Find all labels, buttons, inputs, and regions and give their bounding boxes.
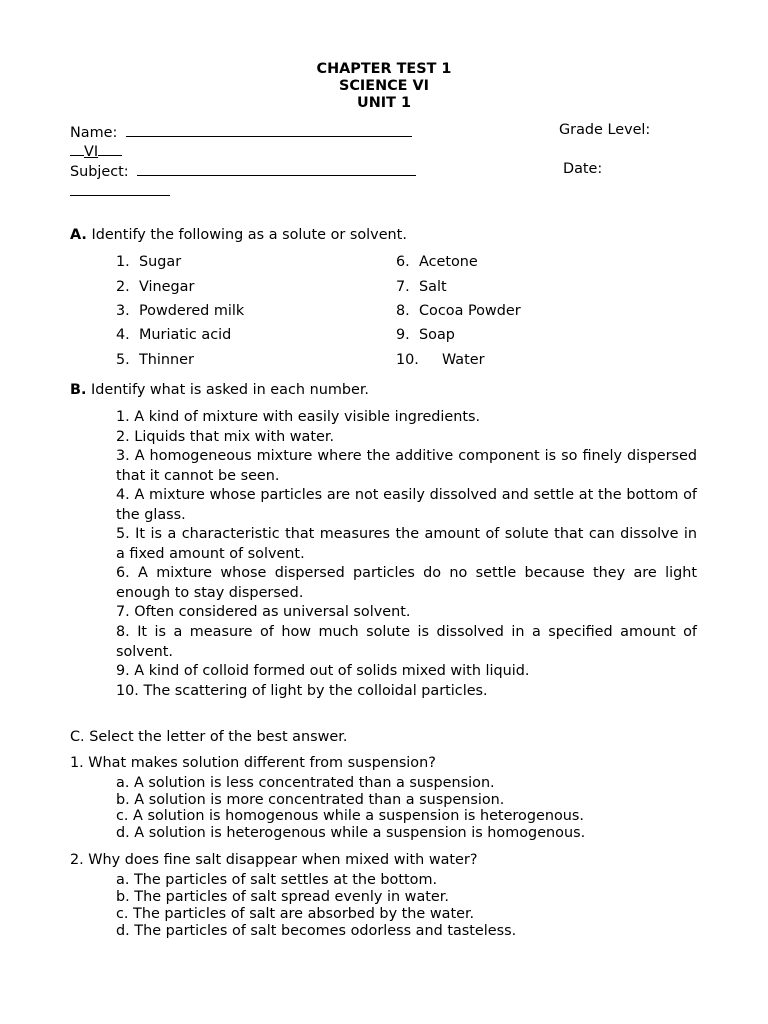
list-item: 4. Muriatic acid [116, 327, 232, 343]
list-item: 5. Thinner [116, 352, 194, 368]
grade-level-value: VI [84, 144, 99, 160]
question-2: 2. Why does fine salt disappear when mixed with water? [70, 852, 478, 868]
test-title: CHAPTER TEST 1 [316, 61, 452, 77]
list-item: 5. It is a characteristic that measures the amount of solute that can dissolve in a fixed amount of solvent. [116, 526, 697, 562]
choice-2d: d. The particles of salt becomes odorless and tasteless. [116, 923, 517, 939]
part-b-letter: B. [70, 382, 87, 398]
list-item: 3. Powdered milk [116, 303, 245, 319]
list-item: 7. Often considered as universal solvent. [116, 604, 411, 620]
list-item: 7. Salt [396, 279, 447, 295]
name-field [70, 122, 412, 141]
subject-field [70, 161, 416, 180]
subject-title: SCIENCE VI [338, 78, 430, 94]
list-item: 2. Liquids that mix with water. [116, 429, 335, 445]
list-item: 2. Vinegar [116, 279, 195, 295]
date-label: Date: [563, 161, 603, 177]
list-item: 6. A mixture whose dispersed particles do no settle because they are light enough to stay dispersed. [116, 565, 697, 601]
name-blank-line[interactable] [126, 122, 412, 137]
question-1: 1. What makes solution different from suspension? [70, 755, 436, 771]
choice-2b: b. The particles of salt spread evenly in water. [116, 889, 449, 905]
choice-2a: a. The particles of salt settles at the bottom. [116, 872, 438, 888]
list-item: 3. A homogeneous mixture where the additive component is so finely dispersed that it cannot be seen. [116, 448, 697, 484]
part-a-letter: A. [70, 227, 87, 243]
part-c-instruction: C. Select the letter of the best answer. [70, 729, 348, 745]
list-item: 9. A kind of colloid formed out of solids mixed with liquid. [116, 663, 530, 679]
list-item: 8. It is a measure of how much solute is dissolved in a specified amount of solvent. [116, 624, 697, 660]
list-item: 1. A kind of mixture with easily visible ingredients. [116, 409, 481, 425]
grade-level-label: Grade Level: [559, 122, 651, 138]
part-a-instruction: A. Identify the following as a solute or solvent. [70, 227, 407, 243]
list-item: 10. The scattering of light by the colloidal particles. [116, 683, 488, 699]
list-item: 10. Water [396, 352, 485, 368]
choice-1c: c. A solution is homogenous while a suspension is heterogenous. [116, 808, 584, 824]
choice-1d: d. A solution is heterogenous while a suspension is homogenous. [116, 825, 586, 841]
part-b-instruction: B. Identify what is asked in each number. [70, 382, 369, 398]
choice-1a: a. A solution is less concentrated than a suspension. [116, 775, 495, 791]
date-field [70, 181, 170, 200]
choice-1b: b. A solution is more concentrated than a suspension. [116, 792, 505, 808]
date-blank-line[interactable] [70, 181, 170, 196]
list-item: 1. Sugar [116, 254, 182, 270]
grade-level-field [70, 141, 122, 160]
list-item: 4. A mixture whose particles are not easily dissolved and settle at the bottom of the glass. [116, 487, 697, 523]
subject-blank-line[interactable] [137, 161, 416, 176]
choice-2c: c. The particles of salt are absorbed by the water. [116, 906, 475, 922]
list-item: 8. Cocoa Powder [396, 303, 521, 319]
name-label: Name: [70, 125, 118, 141]
subject-label: Subject: [70, 164, 129, 180]
list-item: 6. Acetone [396, 254, 478, 270]
unit-title: UNIT 1 [357, 95, 411, 111]
list-item: 9. Soap [396, 327, 455, 343]
